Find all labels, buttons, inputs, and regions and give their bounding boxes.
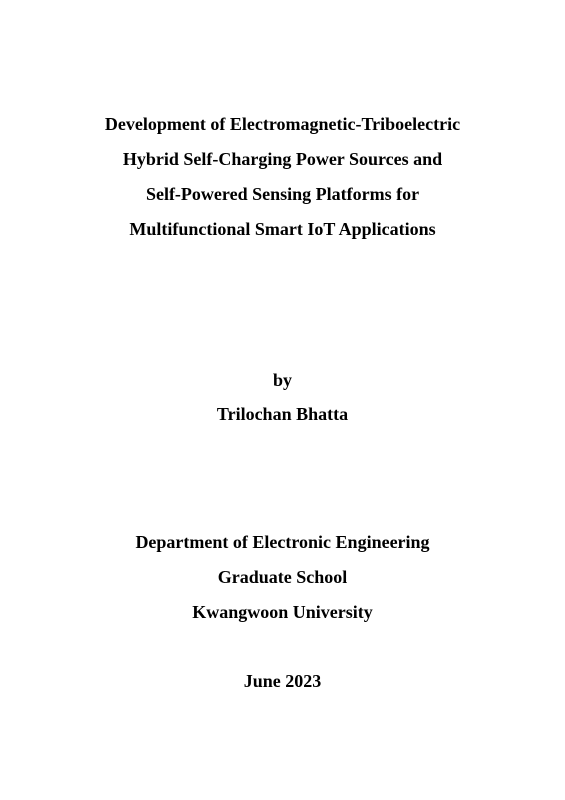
thesis-title-line-3: Self-Powered Sensing Platforms for — [145, 184, 420, 204]
department-name: Department of Electronic Engineering — [135, 532, 430, 552]
thesis-title — [0, 107, 565, 247]
author-name: Trilochan Bhatta — [216, 404, 349, 424]
graduate-school-name: Graduate School — [217, 567, 348, 587]
thesis-title-line-2: Hybrid Self-Charging Power Sources and — [122, 149, 443, 169]
thesis-title-line-1: Development of Electromagnetic-Triboelectric — [104, 114, 461, 134]
submission-date: June 2023 — [243, 671, 322, 691]
by-label: by — [272, 370, 292, 390]
thesis-title-line-4: Multifunctional Smart IoT Applications — [129, 219, 436, 239]
university-name: Kwangwoon University — [192, 602, 373, 622]
